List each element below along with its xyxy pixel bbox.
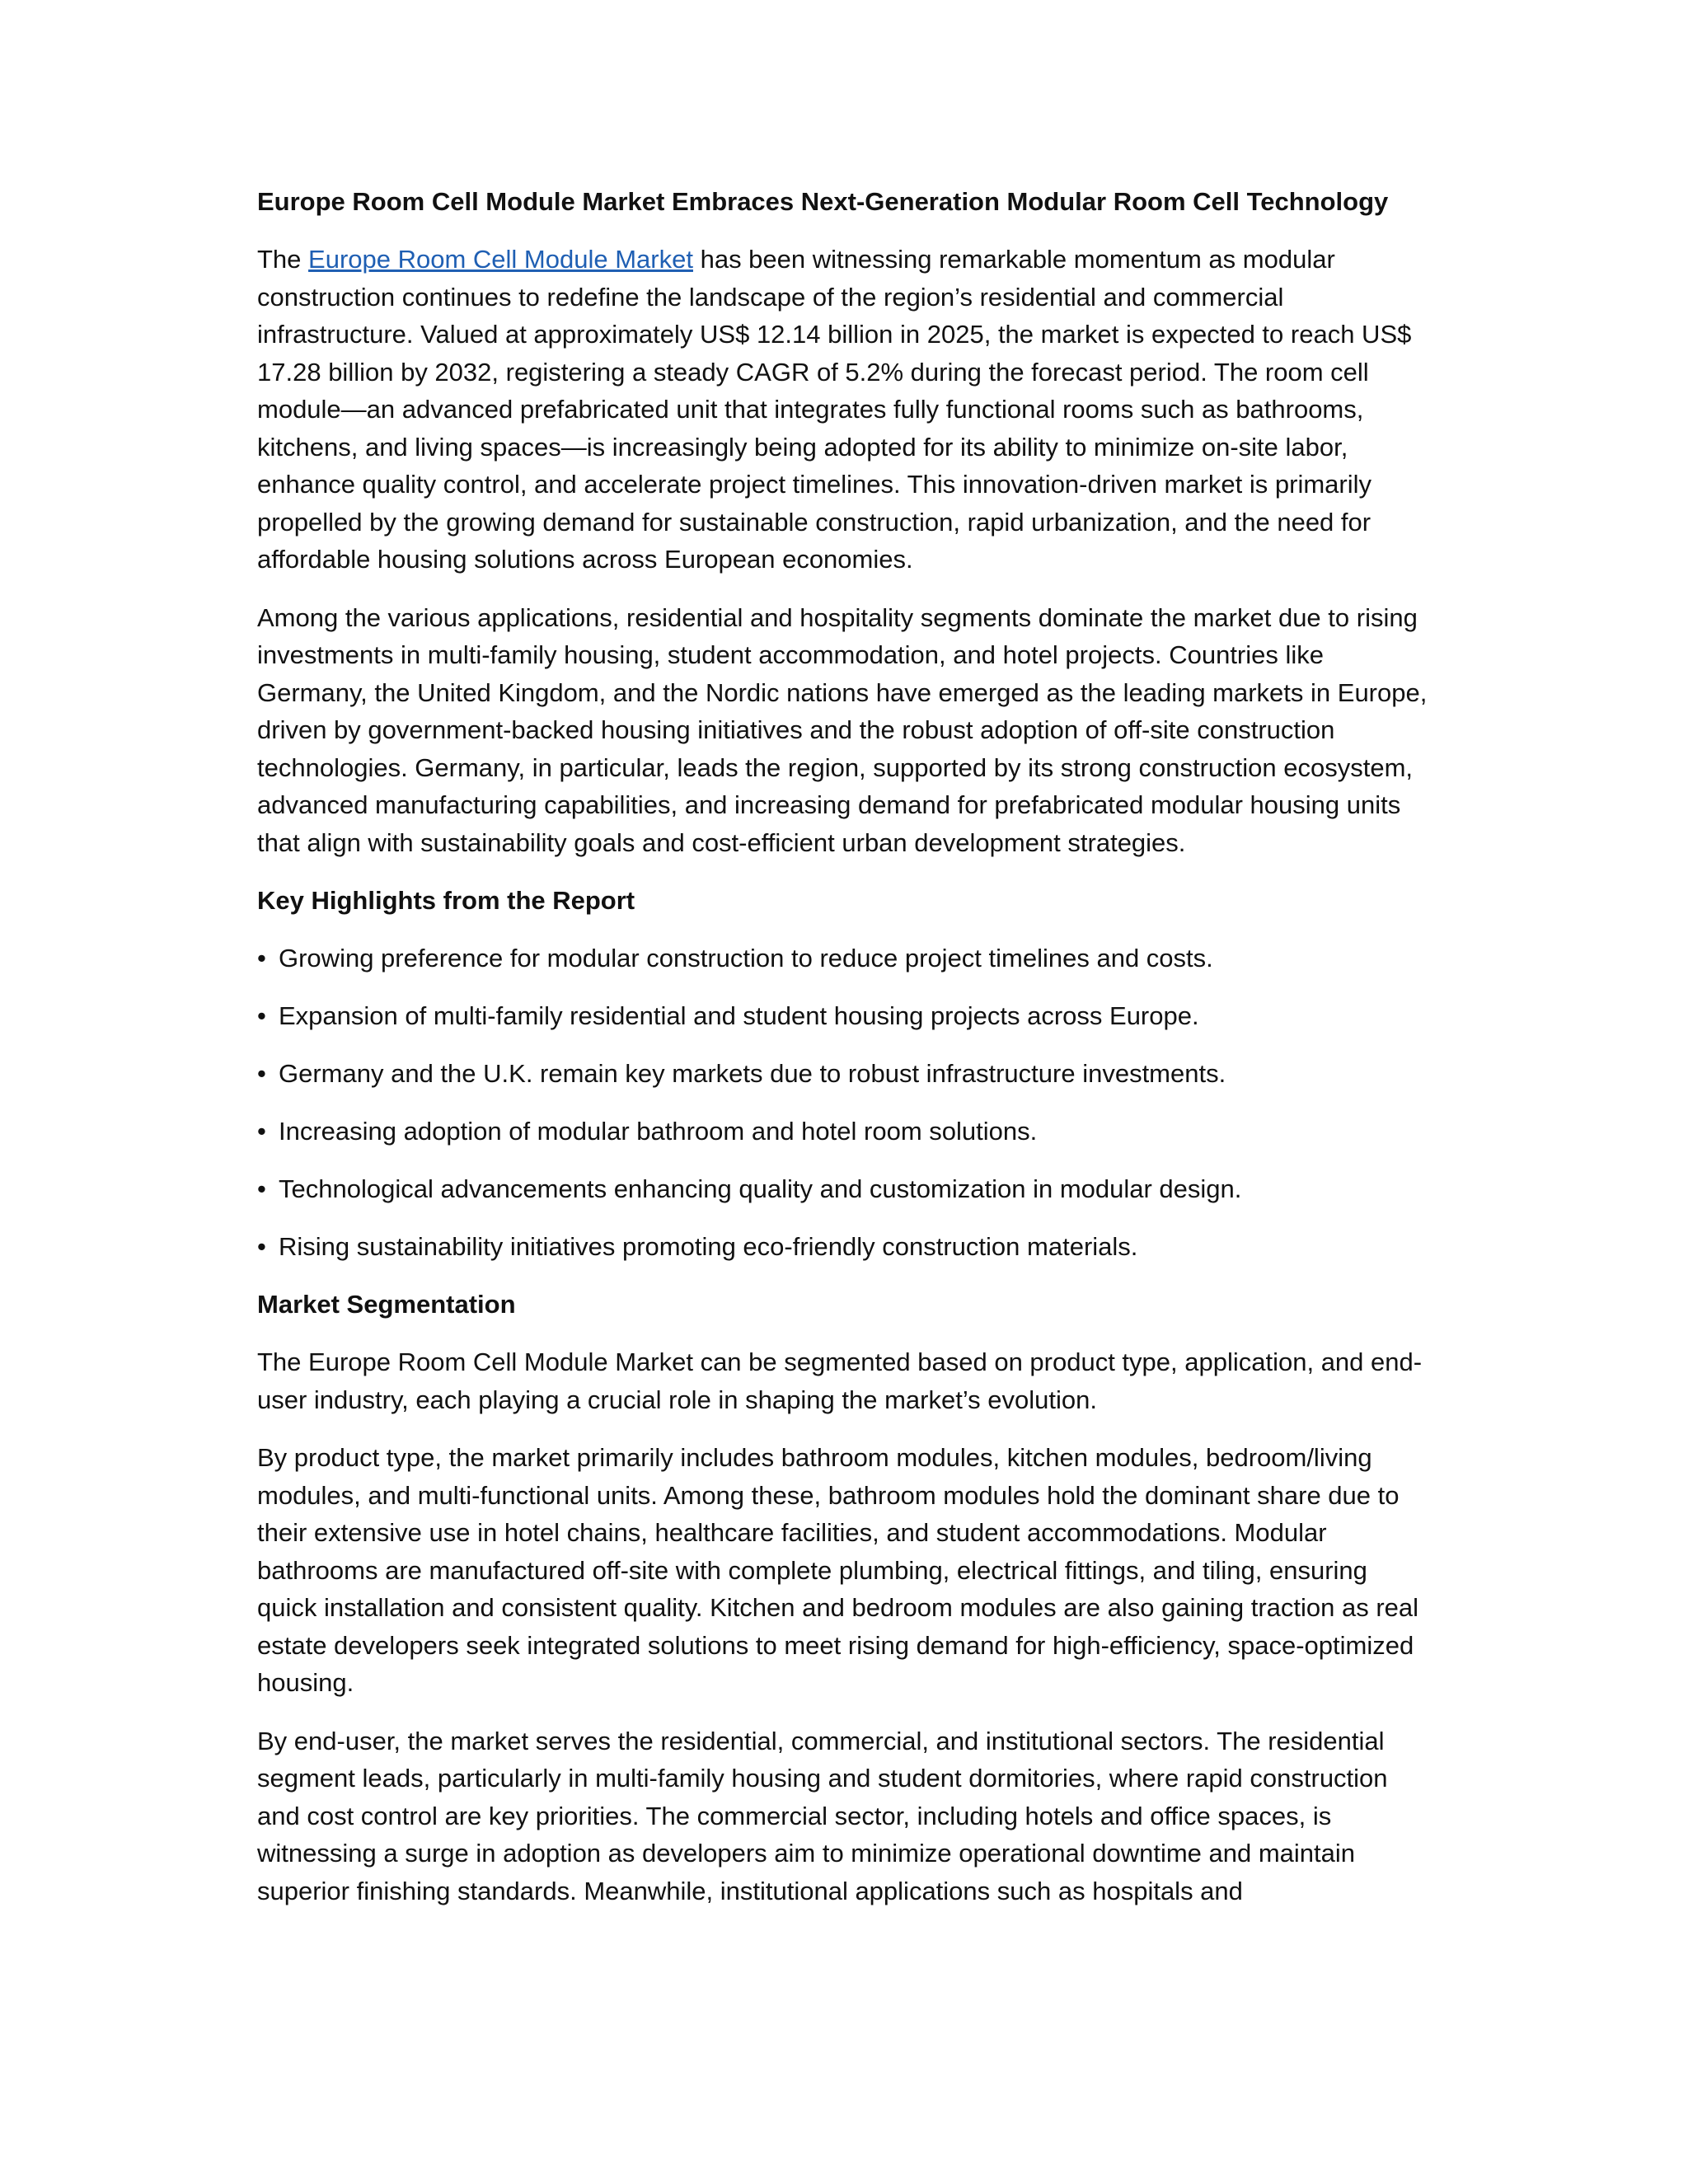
list-item bbox=[257, 1228, 1428, 1265]
list-item bbox=[257, 940, 1428, 977]
intro-paragraph bbox=[257, 241, 1428, 579]
list-item bbox=[257, 997, 1428, 1034]
bullet-glyph: • bbox=[257, 1001, 266, 1030]
key-highlights-heading: Key Highlights from the Report bbox=[257, 886, 635, 915]
intro-body-text: has been witnessing remarkable momentum as modular construction continues to redefine the landscape of the region’s residential and commercial infrastructure. Valued at approximately US$ 12.14 billion in 2025, the market is expected to reach US$ 17.28 billion by 2032, registering a steady CAGR of 5.2% during the forecast period. The room cell module—an advanced prefabricated unit that integrates fully functional rooms such as bathrooms, kitchens, and living spaces—is increasingly being adopted for its ability to minimize on-site labor, enhance quality control, and accelerate project timelines. This innovation-driven market is primarily propelled by the growing demand for sustainable construction, rapid urbanization, and the need for affordable housing solutions across European economies. bbox=[257, 245, 1412, 574]
document-page bbox=[257, 183, 1428, 1930]
bullet-glyph: • bbox=[257, 1117, 266, 1146]
list-item-text: Germany and the U.K. remain key markets due to robust infrastructure investments. bbox=[279, 1059, 1226, 1088]
list-item bbox=[257, 1055, 1428, 1092]
intro-lead-text: The bbox=[257, 245, 309, 274]
list-item bbox=[257, 1113, 1428, 1150]
list-item-text: Increasing adoption of modular bathroom and hotel room solutions. bbox=[279, 1117, 1038, 1146]
bullet-glyph: • bbox=[257, 1059, 266, 1088]
list-item-text: Technological advancements enhancing quality and customization in modular design. bbox=[279, 1174, 1242, 1203]
key-highlights-list bbox=[257, 940, 1428, 1265]
bullet-glyph: • bbox=[257, 944, 266, 972]
document-title: Europe Room Cell Module Market Embraces Next-Generation Modular Room Cell Technology bbox=[257, 187, 1389, 216]
list-item-text: Growing preference for modular construction to reduce project timelines and costs. bbox=[279, 944, 1213, 972]
market-report-link[interactable]: Europe Room Cell Module Market bbox=[308, 245, 693, 274]
list-item-text: Expansion of multi-family residential and student housing projects across Europe. bbox=[279, 1001, 1199, 1030]
market-segmentation-heading: Market Segmentation bbox=[257, 1290, 516, 1319]
list-item bbox=[257, 1170, 1428, 1207]
bullet-glyph: • bbox=[257, 1232, 266, 1261]
bullet-glyph: • bbox=[257, 1174, 266, 1203]
applications-paragraph: Among the various applications, residential and hospitality segments dominate the market due to rising investments in multi-family housing, student accommodation, and hotel projects. Countries like Germany, the United Kingdom, and the Nordic nations have emerged as the leading markets in Europe, driven by government-backed housing initiatives and the robust adoption of off-site construction technologies. Germany, in particular, leads the region, supported by its strong construction ecosystem, advanced manufacturing capabilities, and increasing demand for prefabricated modular housing units that align with sustainability goals and cost-efficient urban development strategies. bbox=[257, 602, 1428, 857]
product-type-paragraph: By product type, the market primarily includes bathroom modules, kitchen modules, bedroom/living modules, and multi-functional units. Among these, bathroom modules hold the dominant share due to their extensive use in hotel chains, healthcare facilities, and student accommodations. Modular bathrooms are manufactured off-site with complete plumbing, electrical fittings, and tiling, ensuring quick installation and consistent quality. Kitchen and bedroom modules are also gaining traction as real estate developers seek integrated solutions to meet rising demand for high-efficiency, space-optimized housing. bbox=[257, 1443, 1419, 1697]
end-user-paragraph: By end-user, the market serves the residential, commercial, and institutional sectors. The residential segment leads, particularly in multi-family housing and student dormitories, where rapid construction and cost control are key priorities. The commercial sector, including hotels and office spaces, is witnessing a surge in adoption as developers aim to minimize operational downtime and maintain superior finishing standards. Meanwhile, institutional applications such as hospitals and bbox=[257, 1726, 1388, 1905]
list-item-text: Rising sustainability initiatives promoting eco-friendly construction materials. bbox=[279, 1232, 1138, 1261]
segmentation-intro-paragraph: The Europe Room Cell Module Market can be segmented based on product type, application, and end-user industry, each playing a crucial role in shaping the market’s evolution. bbox=[257, 1347, 1423, 1414]
